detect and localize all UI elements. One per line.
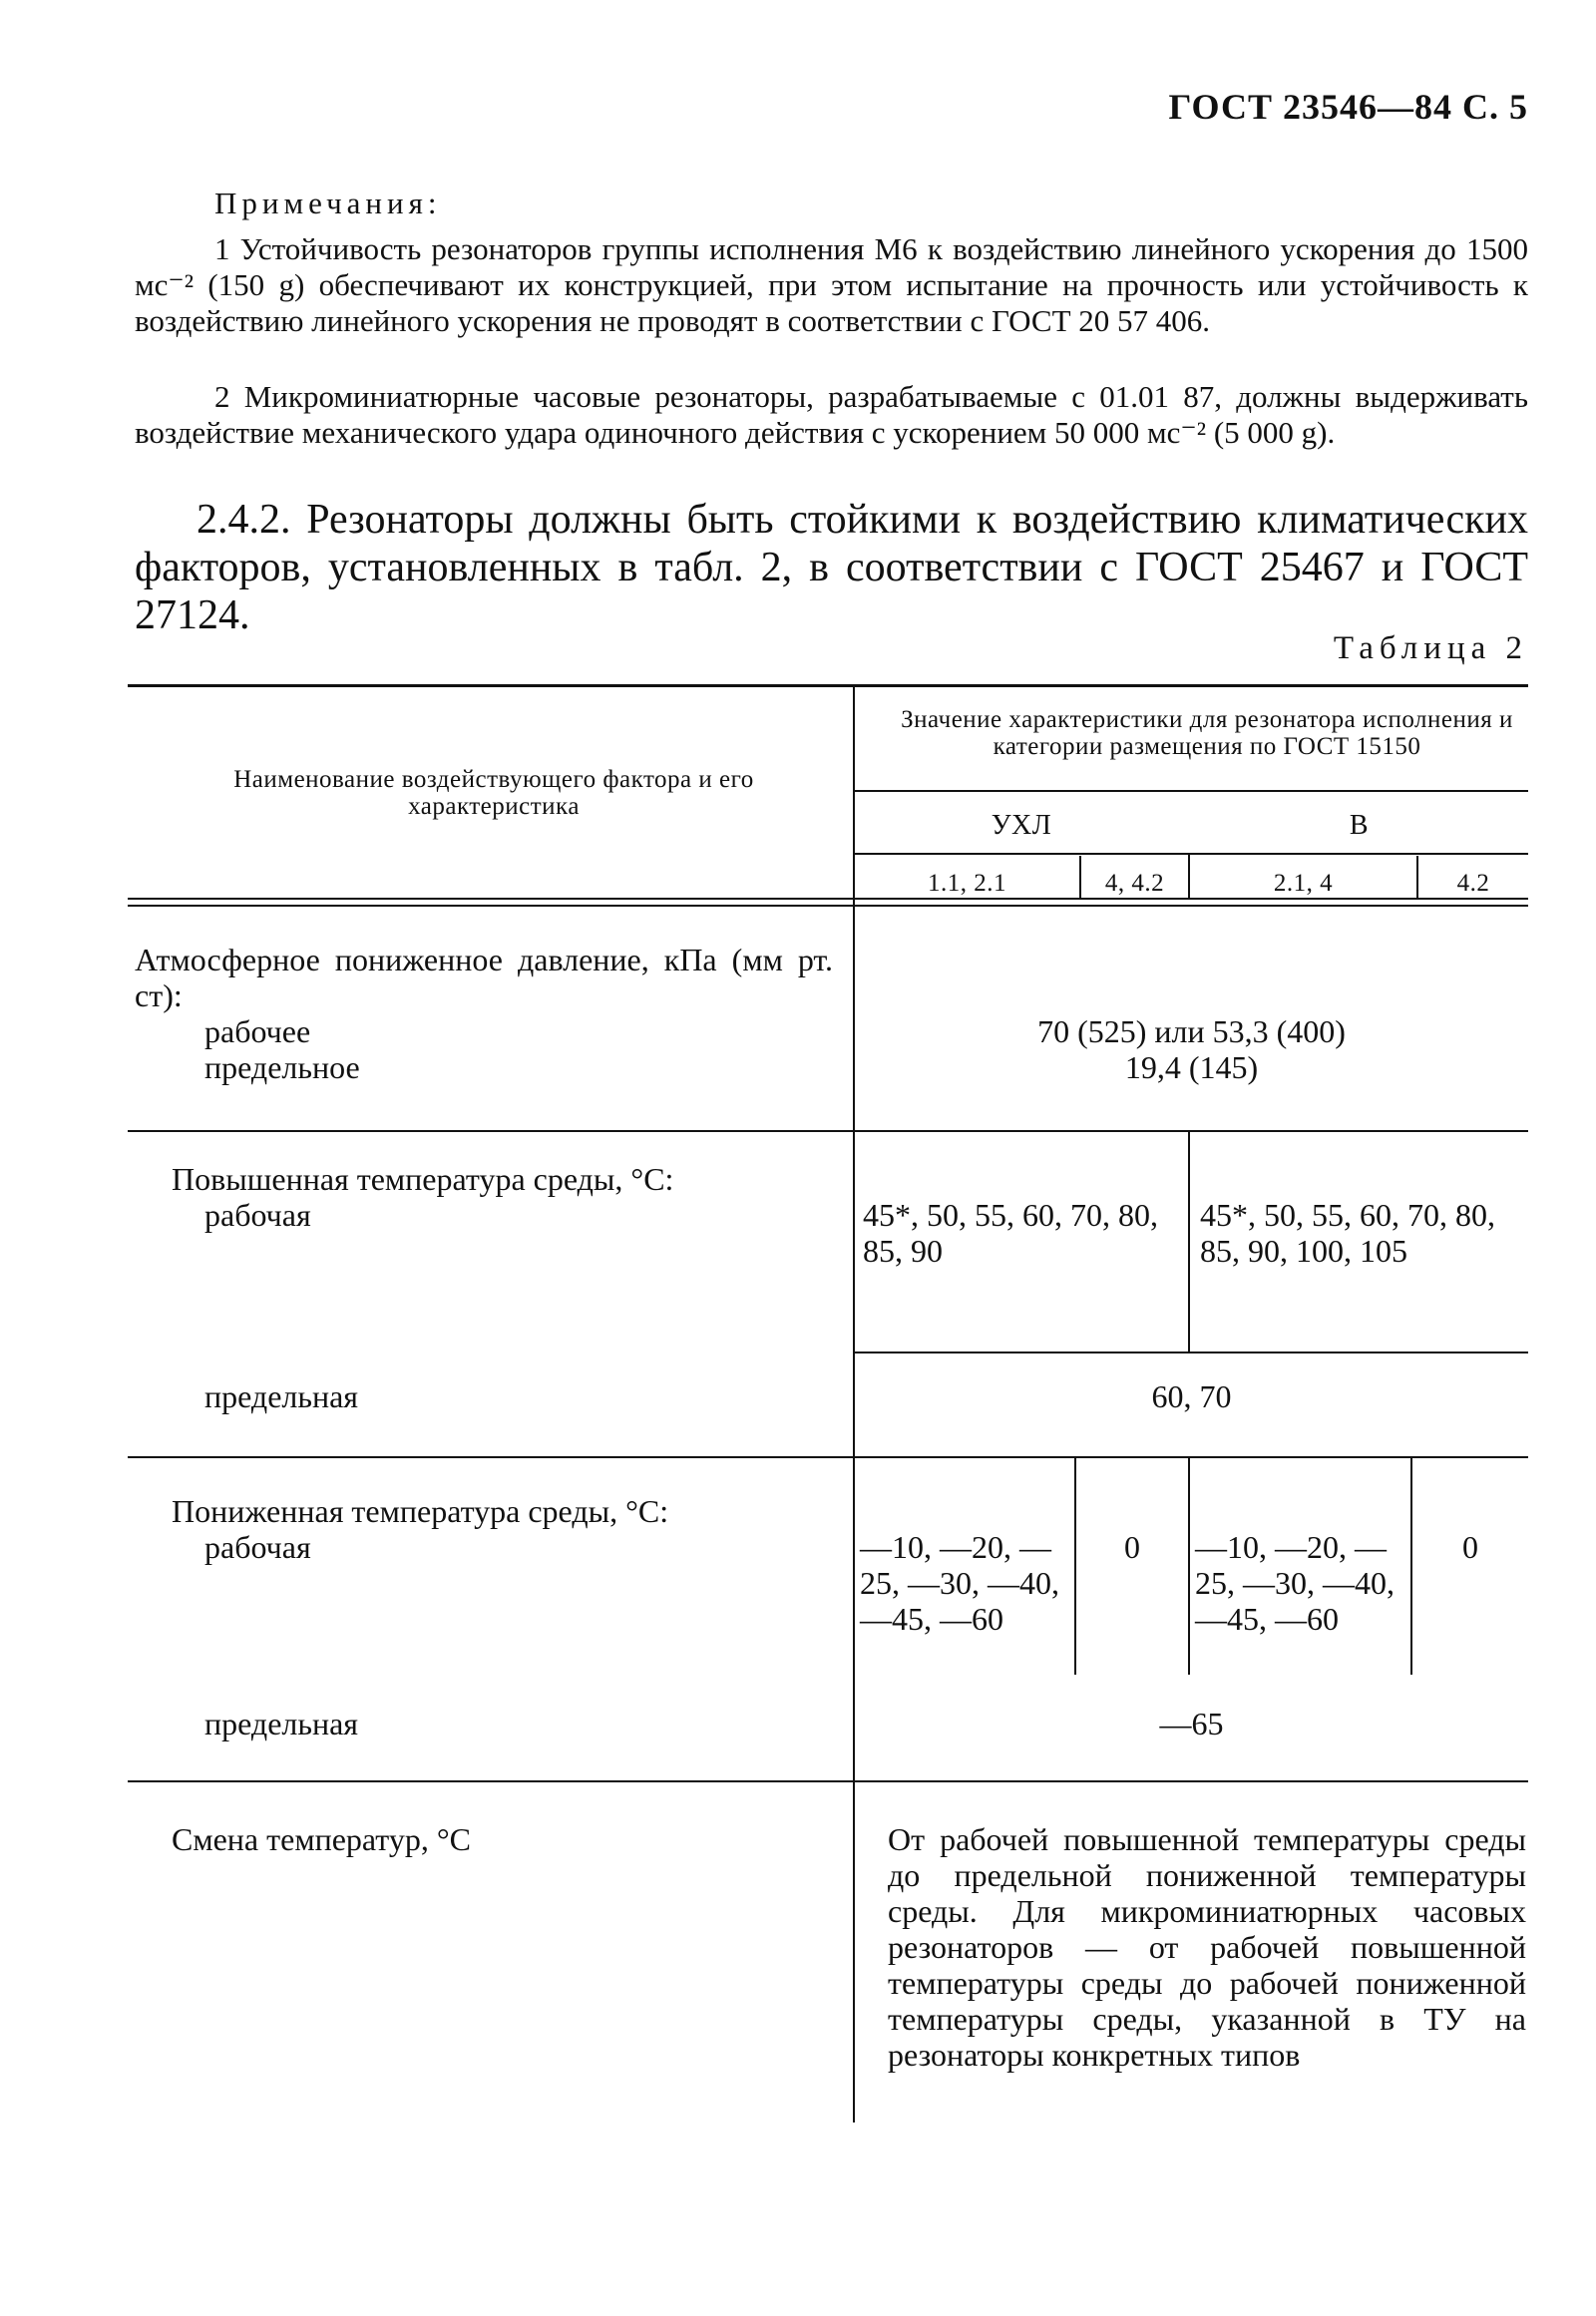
row-lowtemp-val-uhl-2: 0 — [1124, 1529, 1140, 1565]
row-hightemp-val-v: 45*, 50, 55, 60, 70, 80, 85, 90, 100, 105 — [1200, 1197, 1495, 1269]
row-pressure-val2: 19,4 (145) — [1124, 1049, 1259, 1085]
section-paragraph — [135, 496, 1528, 639]
row-hightemp-sub1: рабочая — [204, 1197, 311, 1233]
header-sub-uhl-1: 1.1, 2.1 — [928, 870, 1006, 897]
row-lowtemp-val-v-1: —10, —20, —25, —30, —40, —45, —60 — [1195, 1529, 1395, 1637]
row-lowtemp-sub1: рабочая — [204, 1529, 311, 1565]
page-header: ГОСТ 23546—84 С. 5 — [1168, 87, 1528, 127]
note-1-text: 1 Устойчивость резонаторов группы исполнения М6 к воздействию линейного ускорения до 1500 мс⁻² (150 g) обеспечивают их конструкцией, при этом испытание на прочность или устойчивость к воздействию линейного ускорения не проводят в соответствии с ГОСТ 20 57 406. — [135, 231, 1528, 338]
row-lowtemp-sub2: предельная — [204, 1706, 358, 1741]
row-change-title: Смена температур, °С — [172, 1821, 471, 1857]
row-lowtemp-val-v-2: 0 — [1462, 1529, 1478, 1565]
header-value: Значение характеристики для резонатора исполнения и категории размещения по ГОСТ 15150 — [901, 706, 1513, 760]
section-paragraph-text: 2.4.2. Резонаторы должны быть стойкими к воздействию климатических факторов, установленных в табл. 2, в соответствии с ГОСТ 25467 и ГОСТ 27124. — [135, 497, 1528, 638]
note-2 — [135, 379, 1528, 451]
row-hightemp-sub2: предельная — [204, 1378, 358, 1414]
row-lowtemp-title: Пониженная температура среды, °С: — [172, 1493, 669, 1529]
note-1 — [135, 231, 1528, 339]
row-pressure-title: Атмосферное пониженное давление, кПа (мм рт. ст): — [135, 942, 833, 1013]
header-sub-v-1: 2.1, 4 — [1273, 870, 1334, 897]
notes-title: Примечания: — [214, 186, 442, 220]
row-change-text: От рабочей повышенной температуры среды до предельной пониженной температуры среды. Для микроминиатюрных часовых резонаторов — от рабочей повышенной температуры среды до рабочей пониженной температуры среды, указанной в ТУ на резонаторы конкретных типов — [888, 1821, 1526, 2073]
header-sub-uhl-2: 4, 4.2 — [1104, 870, 1165, 897]
row-hightemp-val-uhl: 45*, 50, 55, 60, 70, 80, 85, 90 — [863, 1197, 1158, 1269]
header-sub-v-2: 4.2 — [1456, 870, 1490, 897]
row-lowtemp-val-uhl-1: —10, —20, —25, —30, —40, —45, —60 — [860, 1529, 1059, 1637]
row-pressure-sub1: рабочее — [204, 1013, 311, 1049]
row-lowtemp-val-limit: —65 — [1159, 1706, 1224, 1741]
note-2-text: 2 Микроминиатюрные часовые резонаторы, разрабатываемые с 01.01 87, должны выдерживать воздействие механического удара одиночного действия с ускорением 50 000 мс⁻² (5 000 g). — [135, 379, 1528, 450]
table-caption: Таблица 2 — [1333, 630, 1528, 666]
header-group-v: В — [1349, 810, 1370, 841]
row-hightemp-title: Повышенная температура среды, °С: — [172, 1161, 674, 1197]
row-pressure-val1: 70 (525) или 53,3 (400) — [1037, 1013, 1346, 1049]
header-group-uhl: УХЛ — [991, 810, 1052, 841]
row-hightemp-val-limit: 60, 70 — [1151, 1378, 1232, 1414]
row-pressure-sub2: предельное — [204, 1049, 360, 1085]
header-factor: Наименование воздействующего фактора и его характеристика — [233, 766, 754, 820]
